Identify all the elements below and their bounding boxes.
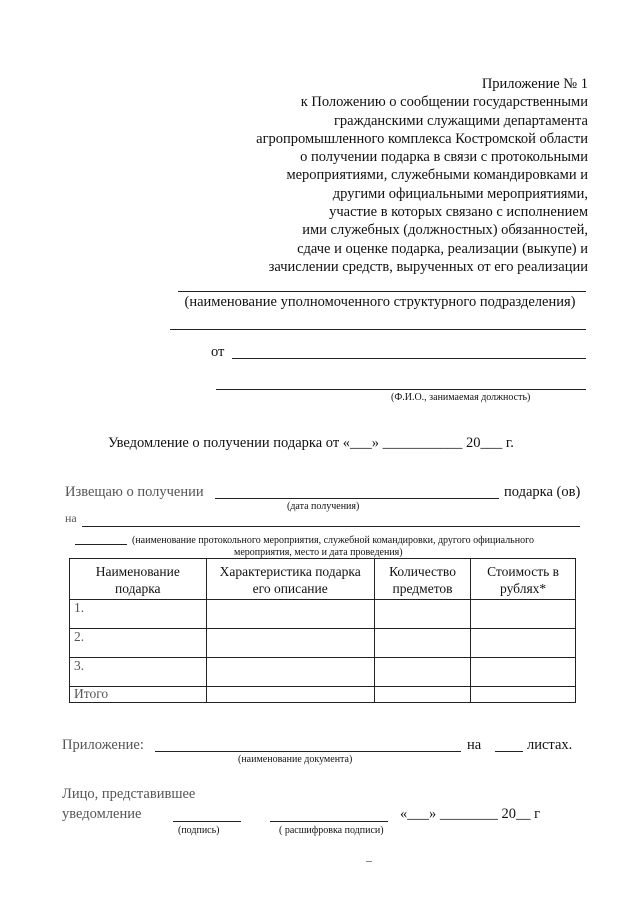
header-line: другими официальными мероприятиями, bbox=[332, 185, 588, 202]
receipt-date-line[interactable] bbox=[215, 498, 499, 499]
decoding-caption: ( расшифровка подписи) bbox=[279, 825, 384, 836]
table-total-row bbox=[70, 687, 576, 703]
report-prefix: Извещаю о получении bbox=[65, 484, 204, 500]
table-row bbox=[70, 658, 576, 687]
table-cell[interactable] bbox=[206, 687, 374, 703]
event-line[interactable] bbox=[82, 526, 580, 527]
table-cell[interactable] bbox=[471, 687, 576, 703]
row-number: 1. bbox=[70, 600, 207, 629]
appendix-header bbox=[168, 75, 588, 276]
fio-caption: (Ф.И.О., занимаемая должность) bbox=[391, 392, 531, 403]
header-line: мероприятиями, служебными командировками и bbox=[286, 167, 588, 184]
signature-caption: (подпись) bbox=[178, 825, 220, 836]
table-row bbox=[70, 600, 576, 629]
event-line-2[interactable] bbox=[75, 544, 127, 545]
sheets-count-line[interactable] bbox=[495, 751, 523, 752]
row-number: 3. bbox=[70, 658, 207, 687]
header-line: сдаче и оценке подарка, реализации (выкупе) и bbox=[297, 240, 588, 257]
fio-line[interactable] bbox=[216, 389, 586, 390]
attachment-label: Приложение: bbox=[62, 737, 144, 753]
signature-decoding-line[interactable] bbox=[270, 821, 388, 822]
header-line: ими служебных (должностных) обязанностей, bbox=[302, 222, 588, 239]
signature-line[interactable] bbox=[173, 821, 241, 822]
table-cell[interactable] bbox=[206, 629, 374, 658]
table-cell[interactable] bbox=[471, 629, 576, 658]
report-suffix: подарка (ов) bbox=[504, 484, 581, 500]
date-caption: (дата получения) bbox=[287, 501, 360, 512]
attachment-caption: (наименование документа) bbox=[238, 754, 353, 765]
total-label: Итого bbox=[70, 687, 207, 703]
signature-date: «___» ________ 20__ г bbox=[400, 806, 541, 822]
header-line: о получении подарка в связи с протокольными bbox=[300, 149, 588, 166]
table-cell[interactable] bbox=[374, 658, 470, 687]
attachment-document-line[interactable] bbox=[155, 751, 461, 752]
table-cell[interactable] bbox=[206, 600, 374, 629]
table-row bbox=[70, 629, 576, 658]
table-cell[interactable] bbox=[374, 687, 470, 703]
header-line: агропромышленного комплекса Костромской области bbox=[256, 130, 588, 147]
header-line: к Положению о сообщении государственными bbox=[300, 94, 588, 111]
signer-label-line1: Лицо, представившее bbox=[62, 786, 196, 802]
col-header-description: Характеристика подарка его описание bbox=[206, 559, 374, 600]
signer-label-line2: уведомление bbox=[62, 806, 142, 822]
page-mark bbox=[366, 861, 372, 862]
table-cell[interactable] bbox=[471, 600, 576, 629]
col-header-cost: Стоимость в рублях* bbox=[471, 559, 576, 600]
table-cell[interactable] bbox=[374, 600, 470, 629]
header-line: гражданскими служащими департамента bbox=[333, 112, 588, 129]
attachment-on-label: на bbox=[467, 737, 482, 753]
on-label: на bbox=[65, 511, 77, 525]
appendix-title: Приложение № 1 bbox=[481, 76, 588, 92]
table-cell[interactable] bbox=[471, 658, 576, 687]
row-number: 2. bbox=[70, 629, 207, 658]
col-header-quantity: Количество предметов bbox=[374, 559, 470, 600]
table-header-row bbox=[70, 559, 576, 600]
notice-title: Уведомление о получении подарка от «___» ___________ 20___ г. bbox=[108, 435, 514, 451]
table-cell[interactable] bbox=[374, 629, 470, 658]
from-line[interactable] bbox=[232, 358, 586, 359]
event-caption-2: мероприятия, место и дата проведения) bbox=[234, 547, 403, 558]
unit-name-line[interactable] bbox=[178, 291, 586, 292]
header-line: зачислении средств, вырученных от его реализации bbox=[268, 258, 588, 275]
unit-caption: (наименование уполномоченного структурного подразделения) bbox=[184, 294, 576, 310]
header-line: участие в которых связано с исполнением bbox=[329, 204, 588, 221]
sheets-label: листах. bbox=[527, 737, 573, 753]
table-cell[interactable] bbox=[206, 658, 374, 687]
gifts-table bbox=[69, 558, 576, 703]
unit-name-line-2[interactable] bbox=[170, 329, 586, 330]
col-header-name: Наименование подарка bbox=[70, 559, 207, 600]
event-caption-1: (наименование протокольного мероприятия, служебной командировки, другого официального bbox=[132, 535, 534, 546]
from-label: от bbox=[211, 344, 225, 360]
